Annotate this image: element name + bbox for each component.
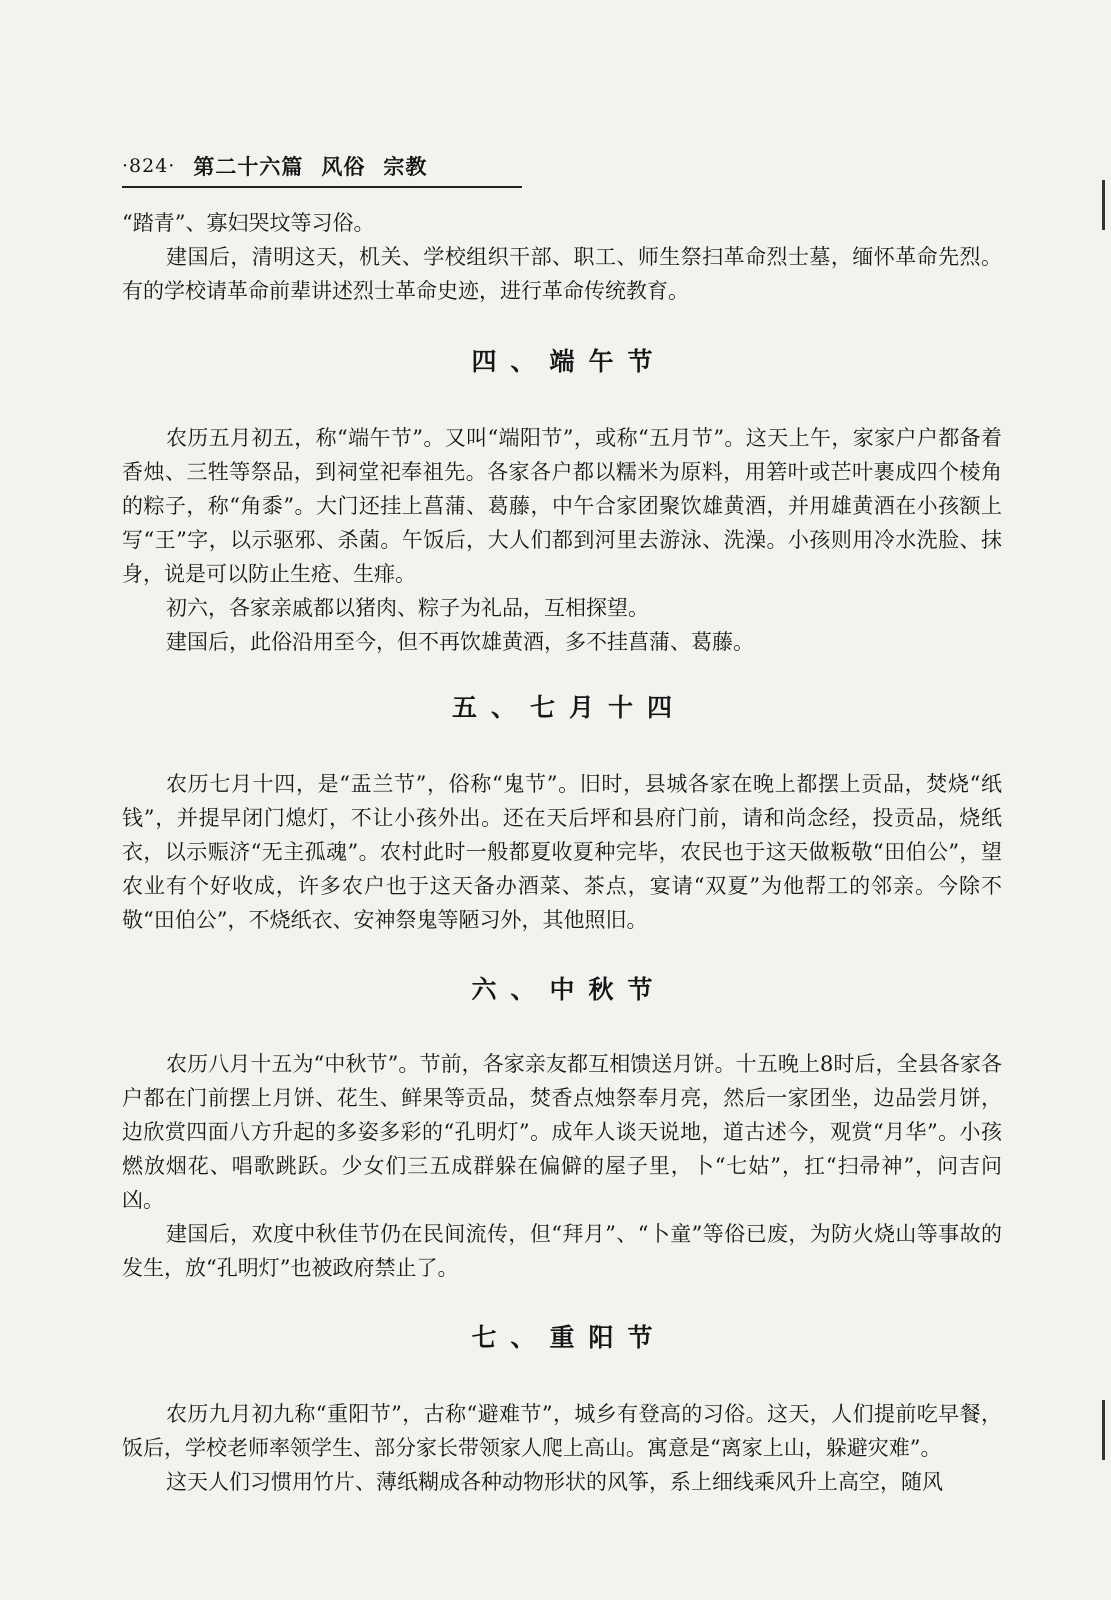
heading-chongyang: 七、重阳节 [471,1323,667,1352]
paragraph-qingming-end: “踏青”、寡妇哭坟等习俗。 [122,211,375,235]
page-header [122,146,522,188]
paragraph-qiyue-1: 农历七月十四，是“盂兰节”，俗称“鬼节”。旧时，县城各家在晚上都摆上贡品，焚烧“纸钱”，并提早闭门熄灯，不让小孩外出。还在天后坪和县府门前，请和尚念经，投贡品，烧纸衣，以示赈济“无主孤魂”。农村此时一般都夏收夏种完毕，农民也于这天做粄敬“田伯公”，望农业有个好收成，许多农户也于这天备办酒菜、茶点，宴请“双夏”为他帮工的邻亲。今除不敬“田伯公”，不烧纸衣、安神祭鬼等陋习外，其他照旧。 [122,772,1002,932]
paragraph-qingming-after: 建国后，清明这天，机关、学校组织干部、职工、师生祭扫革命烈士墓，缅怀革命先烈。有的学校请革命前辈讲述烈士革命史迹，进行革命传统教育。 [122,245,1002,303]
paragraph-zhongqiu-2: 建国后，欢度中秋佳节仍在民间流传，但“拜月”、“卜童”等俗已废，为防火烧山等事故的发生，放“孔明灯”也被政府禁止了。 [122,1222,1002,1280]
paragraph-duanwu-2: 初六，各家亲戚都以猪肉、粽子为礼品，互相探望。 [166,596,649,620]
heading-zhongqiu: 六、中秋节 [471,975,667,1004]
page-number: ·824· [122,155,176,177]
paragraph-zhongqiu-1: 农历八月十五为“中秋节”。节前，各家亲友都互相馈送月饼。十五晚上8时后，全县各家各户都在门前摆上月饼、花生、鲜果等贡品，焚香点烛祭奉月亮，然后一家团坐，边品尝月饼，边欣赏四面八方升起的多姿多彩的“孔明灯”。成年人谈天说地，道古述今，观赏“月华”。小孩燃放烟花、唱歌跳跃。少女们三五成群躲在偏僻的屋子里，卜“七姑”，扛“扫帚神”，问吉问凶。 [122,1052,1002,1212]
heading-qiyue-shisi: 五、七月十四 [451,693,686,722]
page-body [122,206,1002,1499]
scan-edge-mark [1102,1400,1105,1460]
scan-edge-mark [1102,180,1105,230]
section-title-customs: 风俗 [321,154,366,179]
section-title-religion: 宗教 [383,154,428,179]
paragraph-chongyang-2: 这天人们习惯用竹片、薄纸糊成各种动物形状的风筝，系上细线乘风升上高空，随风 [166,1470,943,1494]
heading-duanwu: 四、端午节 [471,347,667,376]
paragraph-duanwu-1: 农历五月初五，称“端午节”。又叫“端阳节”，或称“五月节”。这天上午，家家户户都备着香烛、三牲等祭品，到祠堂祀奉祖先。各家各户都以糯米为原料，用箬叶或芒叶裹成四个棱角的粽子，称“角黍”。大门还挂上菖蒲、葛藤，中午合家团聚饮雄黄酒，并用雄黄酒在小孩额上写“王”字，以示驱邪、杀菌。午饭后，大人们都到河里去游泳、洗澡。小孩则用冷水洗脸、抹身，说是可以防止生疮、生痱。 [122,426,1002,586]
paragraph-chongyang-1: 农历九月初九称“重阳节”，古称“避难节”，城乡有登高的习俗。这天，人们提前吃早餐，饭后，学校老师率领学生、部分家长带领家人爬上高山。寓意是“离家上山，躲避灾难”。 [122,1402,1002,1460]
paragraph-duanwu-3: 建国后，此俗沿用至今，但不再饮雄黄酒，多不挂菖蒲、葛藤。 [166,630,754,654]
chapter-title: 第二十六篇 [193,154,304,179]
